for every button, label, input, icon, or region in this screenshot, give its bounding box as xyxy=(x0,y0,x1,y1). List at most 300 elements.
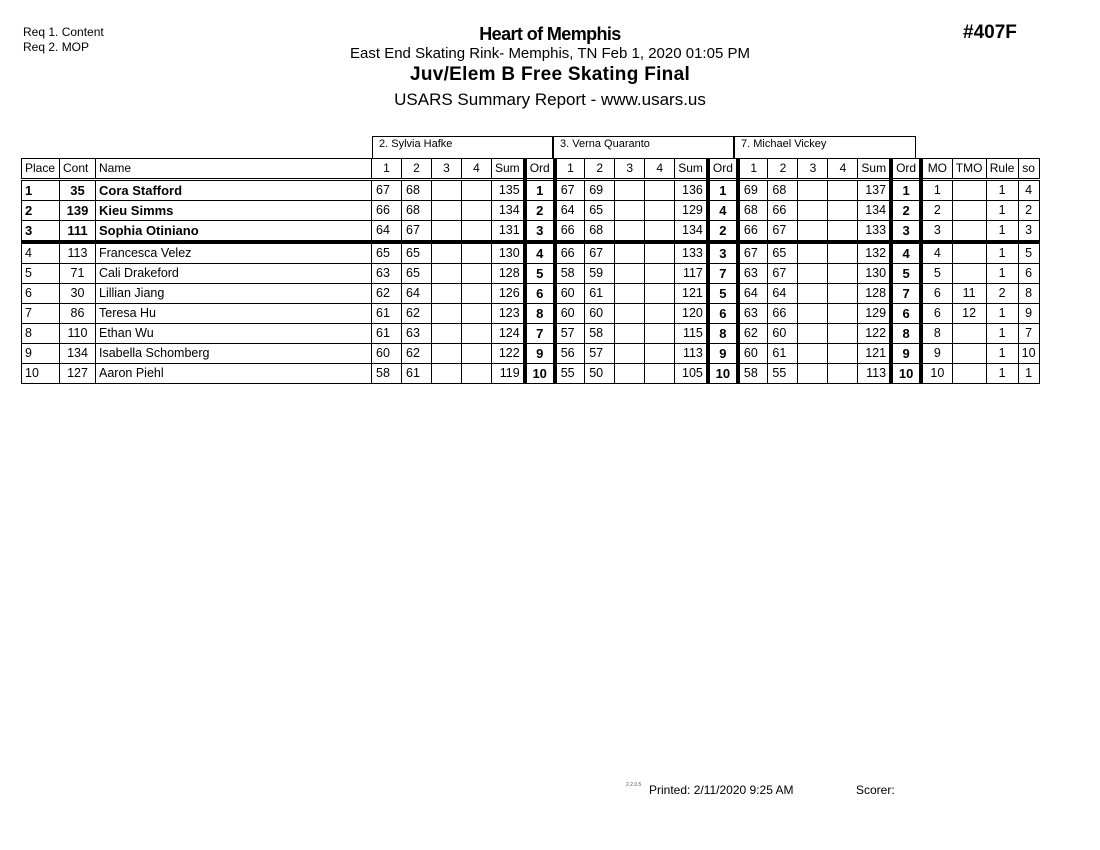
judge1-score3-cell xyxy=(432,284,462,304)
tmo-cell xyxy=(952,180,986,201)
judge2-score2-cell: 58 xyxy=(585,324,615,344)
cont-cell: 127 xyxy=(60,364,96,384)
judge1-sum-cell: 122 xyxy=(492,344,525,364)
judge3-score3-cell xyxy=(798,180,828,201)
place-cell: 10 xyxy=(22,364,60,384)
competition-title: Heart of Memphis xyxy=(479,24,621,44)
table-row xyxy=(22,180,1040,201)
header-j2-ord: Ord xyxy=(708,159,738,180)
judge2-score4-cell xyxy=(645,264,675,284)
judge2-ord-cell: 5 xyxy=(708,284,738,304)
header-so: so xyxy=(1018,159,1039,180)
judge3-score2-cell: 66 xyxy=(768,201,798,221)
judge3-score3-cell xyxy=(798,242,828,264)
judge1-score2-cell: 65 xyxy=(402,264,432,284)
judge1-score3-cell xyxy=(432,242,462,264)
judge2-score4-cell xyxy=(645,201,675,221)
judge3-ord-cell: 3 xyxy=(891,221,921,243)
header-j3-ord: Ord xyxy=(891,159,921,180)
judge2-score2-cell: 50 xyxy=(585,364,615,384)
judge2-score2-cell: 68 xyxy=(585,221,615,243)
judge1-score2-cell: 64 xyxy=(402,284,432,304)
rule-cell: 1 xyxy=(986,180,1018,201)
judge1-sum-cell: 123 xyxy=(492,304,525,324)
judge3-sum-cell: 113 xyxy=(858,364,891,384)
rule-cell: 1 xyxy=(986,221,1018,243)
judge2-ord-cell: 2 xyxy=(708,221,738,243)
judge1-ord-cell: 4 xyxy=(525,242,555,264)
judge1-score3-cell xyxy=(432,344,462,364)
judge3-sum-cell: 134 xyxy=(858,201,891,221)
judge1-score1-cell: 67 xyxy=(372,180,402,201)
rule-cell: 2 xyxy=(986,284,1018,304)
tmo-cell xyxy=(952,324,986,344)
header-j2-score4: 4 xyxy=(645,159,675,180)
place-cell: 5 xyxy=(22,264,60,284)
judge3-score4-cell xyxy=(828,304,858,324)
judge1-score2-cell: 63 xyxy=(402,324,432,344)
judge1-sum-cell: 131 xyxy=(492,221,525,243)
judge3-score2-cell: 65 xyxy=(768,242,798,264)
judge2-score1-cell: 66 xyxy=(555,242,585,264)
judge1-ord-cell: 1 xyxy=(525,180,555,201)
judge3-score4-cell xyxy=(828,221,858,243)
judge2-ord-cell: 6 xyxy=(708,304,738,324)
cont-cell: 111 xyxy=(60,221,96,243)
mo-cell: 6 xyxy=(921,304,952,324)
cont-cell: 134 xyxy=(60,344,96,364)
judge3-score4-cell xyxy=(828,180,858,201)
tmo-cell xyxy=(952,221,986,243)
event-id: #407F xyxy=(963,22,1017,43)
judge2-score1-cell: 67 xyxy=(555,180,585,201)
judge2-score1-cell: 56 xyxy=(555,344,585,364)
rule-cell: 1 xyxy=(986,242,1018,264)
printed-timestamp: Printed: 2/11/2020 9:25 AM xyxy=(649,783,794,797)
judge2-score3-cell xyxy=(615,344,645,364)
judge3-ord-cell: 1 xyxy=(891,180,921,201)
table-row xyxy=(22,242,1040,264)
judge1-ord-cell: 10 xyxy=(525,364,555,384)
judge2-score3-cell xyxy=(615,304,645,324)
judge1-score3-cell xyxy=(432,201,462,221)
name-cell: Teresa Hu xyxy=(96,304,372,324)
judge1-sum-cell: 124 xyxy=(492,324,525,344)
judge2-ord-cell: 7 xyxy=(708,264,738,284)
table-row xyxy=(22,201,1040,221)
judge1-score3-cell xyxy=(432,221,462,243)
judge1-score2-cell: 67 xyxy=(402,221,432,243)
rule-cell: 1 xyxy=(986,344,1018,364)
judge2-score4-cell xyxy=(645,180,675,201)
judge2-score1-cell: 58 xyxy=(555,264,585,284)
name-cell: Ethan Wu xyxy=(96,324,372,344)
mo-cell: 3 xyxy=(921,221,952,243)
header-j1-sum: Sum xyxy=(492,159,525,180)
judge3-sum-cell: 137 xyxy=(858,180,891,201)
judge2-score3-cell xyxy=(615,284,645,304)
judge3-score1-cell: 66 xyxy=(738,221,768,243)
header-rule: Rule xyxy=(986,159,1018,180)
header-j3-sum: Sum xyxy=(858,159,891,180)
judge2-sum-cell: 117 xyxy=(675,264,708,284)
judge2-score2-cell: 60 xyxy=(585,304,615,324)
judge-header-3: 7. Michael Vickey xyxy=(734,136,916,158)
header-j2-score1: 1 xyxy=(555,159,585,180)
table-row xyxy=(22,304,1040,324)
version-code: 2.2.0.5 xyxy=(626,782,642,788)
judge2-score4-cell xyxy=(645,284,675,304)
judge2-score2-cell: 67 xyxy=(585,242,615,264)
judge2-sum-cell: 105 xyxy=(675,364,708,384)
judge3-score2-cell: 67 xyxy=(768,264,798,284)
judge1-score1-cell: 63 xyxy=(372,264,402,284)
so-cell: 8 xyxy=(1018,284,1039,304)
judge2-score3-cell xyxy=(615,221,645,243)
judge3-score1-cell: 63 xyxy=(738,304,768,324)
judge2-score2-cell: 61 xyxy=(585,284,615,304)
tmo-cell xyxy=(952,264,986,284)
judge3-score4-cell xyxy=(828,284,858,304)
judge1-sum-cell: 135 xyxy=(492,180,525,201)
header-j3-score4: 4 xyxy=(828,159,858,180)
judge3-score1-cell: 62 xyxy=(738,324,768,344)
table-header-row xyxy=(22,159,1040,180)
judge1-ord-cell: 5 xyxy=(525,264,555,284)
event-title: Juv/Elem B Free Skating Final xyxy=(409,64,691,85)
judge3-score4-cell xyxy=(828,242,858,264)
header-j2-score3: 3 xyxy=(615,159,645,180)
header-j2-sum: Sum xyxy=(675,159,708,180)
header-place: Place xyxy=(22,159,60,180)
name-cell: Kieu Simms xyxy=(96,201,372,221)
rule-cell: 1 xyxy=(986,364,1018,384)
so-cell: 7 xyxy=(1018,324,1039,344)
judge-header-2: 3. Verna Quaranto xyxy=(553,136,734,158)
judge2-score1-cell: 64 xyxy=(555,201,585,221)
judge2-score4-cell xyxy=(645,344,675,364)
judge1-ord-cell: 7 xyxy=(525,324,555,344)
judge3-ord-cell: 4 xyxy=(891,242,921,264)
judge2-score4-cell xyxy=(645,304,675,324)
judge-header-1: 2. Sylvia Hafke xyxy=(372,136,553,158)
mo-cell: 8 xyxy=(921,324,952,344)
judge2-score1-cell: 60 xyxy=(555,304,585,324)
judge1-ord-cell: 2 xyxy=(525,201,555,221)
name-cell: Aaron Piehl xyxy=(96,364,372,384)
judge3-score3-cell xyxy=(798,264,828,284)
judge2-ord-cell: 9 xyxy=(708,344,738,364)
judge1-score3-cell xyxy=(432,324,462,344)
header-j3-score1: 1 xyxy=(738,159,768,180)
judge1-score1-cell: 61 xyxy=(372,304,402,324)
judge3-sum-cell: 133 xyxy=(858,221,891,243)
judge3-sum-cell: 122 xyxy=(858,324,891,344)
judge2-score3-cell xyxy=(615,364,645,384)
so-cell: 5 xyxy=(1018,242,1039,264)
rule-cell: 1 xyxy=(986,304,1018,324)
cont-cell: 139 xyxy=(60,201,96,221)
judge2-sum-cell: 134 xyxy=(675,221,708,243)
judge3-score1-cell: 60 xyxy=(738,344,768,364)
judge3-ord-cell: 7 xyxy=(891,284,921,304)
mo-cell: 5 xyxy=(921,264,952,284)
judge1-sum-cell: 128 xyxy=(492,264,525,284)
rule-cell: 1 xyxy=(986,264,1018,284)
judge3-score4-cell xyxy=(828,364,858,384)
name-cell: Cora Stafford xyxy=(96,180,372,201)
judge3-ord-cell: 2 xyxy=(891,201,921,221)
judge3-score2-cell: 61 xyxy=(768,344,798,364)
judge1-score4-cell xyxy=(462,221,492,243)
judge1-score2-cell: 68 xyxy=(402,180,432,201)
judge1-score1-cell: 66 xyxy=(372,201,402,221)
header-j1-ord: Ord xyxy=(525,159,555,180)
judge2-ord-cell: 3 xyxy=(708,242,738,264)
judge3-sum-cell: 130 xyxy=(858,264,891,284)
judge3-score1-cell: 64 xyxy=(738,284,768,304)
judge3-score4-cell xyxy=(828,344,858,364)
name-cell: Isabella Schomberg xyxy=(96,344,372,364)
judge1-ord-cell: 8 xyxy=(525,304,555,324)
place-cell: 7 xyxy=(22,304,60,324)
header-j1-score4: 4 xyxy=(462,159,492,180)
judge1-sum-cell: 126 xyxy=(492,284,525,304)
judge3-score3-cell xyxy=(798,364,828,384)
judge2-ord-cell: 8 xyxy=(708,324,738,344)
header-j2-score2: 2 xyxy=(585,159,615,180)
judge2-sum-cell: 133 xyxy=(675,242,708,264)
judge1-sum-cell: 130 xyxy=(492,242,525,264)
judge2-score1-cell: 55 xyxy=(555,364,585,384)
rule-cell: 1 xyxy=(986,201,1018,221)
so-cell: 10 xyxy=(1018,344,1039,364)
judge1-score3-cell xyxy=(432,364,462,384)
cont-cell: 113 xyxy=(60,242,96,264)
judge1-score1-cell: 58 xyxy=(372,364,402,384)
name-cell: Sophia Otiniano xyxy=(96,221,372,243)
judge1-score1-cell: 64 xyxy=(372,221,402,243)
tmo-cell: 12 xyxy=(952,304,986,324)
header-j1-score2: 2 xyxy=(402,159,432,180)
judge2-score4-cell xyxy=(645,364,675,384)
judge1-score4-cell xyxy=(462,180,492,201)
judge3-score3-cell xyxy=(798,324,828,344)
judge3-sum-cell: 129 xyxy=(858,304,891,324)
place-cell: 2 xyxy=(22,201,60,221)
judge2-score3-cell xyxy=(615,242,645,264)
judge3-ord-cell: 5 xyxy=(891,264,921,284)
judge2-score3-cell xyxy=(615,264,645,284)
judge2-ord-cell: 10 xyxy=(708,364,738,384)
place-cell: 1 xyxy=(22,180,60,201)
tmo-cell xyxy=(952,242,986,264)
judge3-score2-cell: 60 xyxy=(768,324,798,344)
judge3-score3-cell xyxy=(798,344,828,364)
so-cell: 1 xyxy=(1018,364,1039,384)
judge1-score4-cell xyxy=(462,304,492,324)
name-cell: Francesca Velez xyxy=(96,242,372,264)
judge3-score4-cell xyxy=(828,201,858,221)
judge2-score4-cell xyxy=(645,242,675,264)
report-title: USARS Summary Report - www.usars.us xyxy=(394,90,706,109)
judge1-score4-cell xyxy=(462,242,492,264)
judge3-ord-cell: 8 xyxy=(891,324,921,344)
place-cell: 3 xyxy=(22,221,60,243)
so-cell: 4 xyxy=(1018,180,1039,201)
header-j1-score1: 1 xyxy=(372,159,402,180)
judge3-score1-cell: 63 xyxy=(738,264,768,284)
judge3-sum-cell: 128 xyxy=(858,284,891,304)
cont-cell: 35 xyxy=(60,180,96,201)
judge1-score3-cell xyxy=(432,180,462,201)
judge1-score1-cell: 62 xyxy=(372,284,402,304)
cont-cell: 71 xyxy=(60,264,96,284)
judge3-score3-cell xyxy=(798,304,828,324)
mo-cell: 1 xyxy=(921,180,952,201)
judge1-score2-cell: 65 xyxy=(402,242,432,264)
judge2-score2-cell: 59 xyxy=(585,264,615,284)
header-j1-score3: 3 xyxy=(432,159,462,180)
header-tmo: TMO xyxy=(952,159,986,180)
judge1-ord-cell: 9 xyxy=(525,344,555,364)
judge1-score4-cell xyxy=(462,264,492,284)
judge3-score2-cell: 67 xyxy=(768,221,798,243)
so-cell: 2 xyxy=(1018,201,1039,221)
judge1-score2-cell: 62 xyxy=(402,344,432,364)
judge2-sum-cell: 113 xyxy=(675,344,708,364)
judge3-ord-cell: 9 xyxy=(891,344,921,364)
judge1-score4-cell xyxy=(462,284,492,304)
place-cell: 6 xyxy=(22,284,60,304)
judge2-score3-cell xyxy=(615,180,645,201)
judge2-ord-cell: 1 xyxy=(708,180,738,201)
judge3-sum-cell: 121 xyxy=(858,344,891,364)
header-j3-score2: 2 xyxy=(768,159,798,180)
judge3-score1-cell: 67 xyxy=(738,242,768,264)
mo-cell: 2 xyxy=(921,201,952,221)
judge2-ord-cell: 4 xyxy=(708,201,738,221)
results-table xyxy=(21,158,1040,384)
judge2-score3-cell xyxy=(615,201,645,221)
judge3-score3-cell xyxy=(798,284,828,304)
judge3-ord-cell: 10 xyxy=(891,364,921,384)
judge3-score3-cell xyxy=(798,201,828,221)
judge3-score2-cell: 64 xyxy=(768,284,798,304)
mo-cell: 10 xyxy=(921,364,952,384)
judge2-score2-cell: 65 xyxy=(585,201,615,221)
table-row xyxy=(22,344,1040,364)
judge1-score4-cell xyxy=(462,324,492,344)
scorer-label: Scorer: xyxy=(856,783,895,797)
judge1-score3-cell xyxy=(432,304,462,324)
judge3-score3-cell xyxy=(798,221,828,243)
tmo-cell xyxy=(952,344,986,364)
place-cell: 8 xyxy=(22,324,60,344)
tmo-cell xyxy=(952,201,986,221)
judge2-sum-cell: 115 xyxy=(675,324,708,344)
judge2-sum-cell: 121 xyxy=(675,284,708,304)
so-cell: 6 xyxy=(1018,264,1039,284)
judge3-score2-cell: 68 xyxy=(768,180,798,201)
judge3-sum-cell: 132 xyxy=(858,242,891,264)
mo-cell: 4 xyxy=(921,242,952,264)
judge1-score4-cell xyxy=(462,364,492,384)
judge1-score2-cell: 61 xyxy=(402,364,432,384)
judge3-score2-cell: 66 xyxy=(768,304,798,324)
judge1-score4-cell xyxy=(462,201,492,221)
table-row xyxy=(22,364,1040,384)
judge1-score4-cell xyxy=(462,344,492,364)
header-name: Name xyxy=(96,159,372,180)
judge1-score2-cell: 68 xyxy=(402,201,432,221)
judge3-score1-cell: 58 xyxy=(738,364,768,384)
judge2-score2-cell: 69 xyxy=(585,180,615,201)
judge1-score1-cell: 65 xyxy=(372,242,402,264)
mo-cell: 9 xyxy=(921,344,952,364)
judge2-sum-cell: 136 xyxy=(675,180,708,201)
requirement-1: Req 1. Content xyxy=(23,25,104,39)
judge1-ord-cell: 6 xyxy=(525,284,555,304)
judge1-sum-cell: 119 xyxy=(492,364,525,384)
rule-cell: 1 xyxy=(986,324,1018,344)
judge3-score4-cell xyxy=(828,324,858,344)
so-cell: 3 xyxy=(1018,221,1039,243)
venue-date: East End Skating Rink- Memphis, TN Feb 1, 2020 01:05 PM xyxy=(350,45,750,62)
judge1-sum-cell: 134 xyxy=(492,201,525,221)
judge2-score2-cell: 57 xyxy=(585,344,615,364)
name-cell: Cali Drakeford xyxy=(96,264,372,284)
judge3-score4-cell xyxy=(828,264,858,284)
judge2-score4-cell xyxy=(645,221,675,243)
mo-cell: 6 xyxy=(921,284,952,304)
place-cell: 4 xyxy=(22,242,60,264)
judge2-score3-cell xyxy=(615,324,645,344)
tmo-cell xyxy=(952,364,986,384)
cont-cell: 86 xyxy=(60,304,96,324)
judge3-score1-cell: 69 xyxy=(738,180,768,201)
header-j3-score3: 3 xyxy=(798,159,828,180)
table-row xyxy=(22,324,1040,344)
judge3-score2-cell: 55 xyxy=(768,364,798,384)
judge2-sum-cell: 129 xyxy=(675,201,708,221)
so-cell: 9 xyxy=(1018,304,1039,324)
header-mo: MO xyxy=(921,159,952,180)
judge2-score1-cell: 57 xyxy=(555,324,585,344)
header-cont: Cont xyxy=(60,159,96,180)
cont-cell: 110 xyxy=(60,324,96,344)
judge1-score2-cell: 62 xyxy=(402,304,432,324)
judge3-score1-cell: 68 xyxy=(738,201,768,221)
judge2-sum-cell: 120 xyxy=(675,304,708,324)
table-row xyxy=(22,284,1040,304)
judge1-ord-cell: 3 xyxy=(525,221,555,243)
judge3-ord-cell: 6 xyxy=(891,304,921,324)
cont-cell: 30 xyxy=(60,284,96,304)
table-row xyxy=(22,221,1040,243)
judge2-score1-cell: 60 xyxy=(555,284,585,304)
table-row xyxy=(22,264,1040,284)
tmo-cell: 11 xyxy=(952,284,986,304)
judge1-score3-cell xyxy=(432,264,462,284)
place-cell: 9 xyxy=(22,344,60,364)
judge1-score1-cell: 61 xyxy=(372,324,402,344)
requirement-2: Req 2. MOP xyxy=(23,40,90,54)
judge2-score4-cell xyxy=(645,324,675,344)
judge1-score1-cell: 60 xyxy=(372,344,402,364)
name-cell: Lillian Jiang xyxy=(96,284,372,304)
judge2-score1-cell: 66 xyxy=(555,221,585,243)
